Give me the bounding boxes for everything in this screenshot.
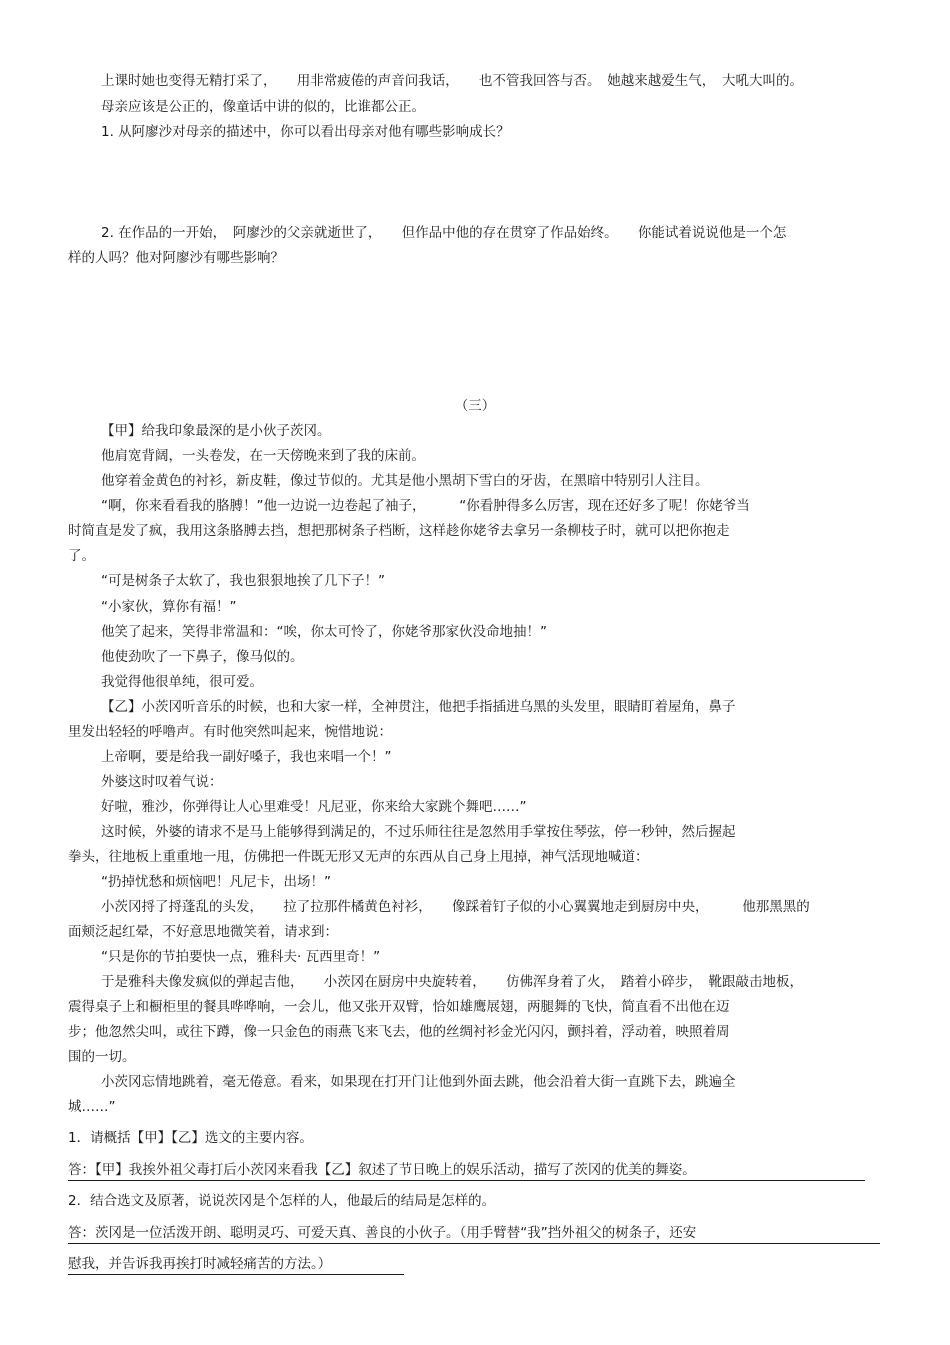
passage-line: 好啦，雅沙，你弹得让人心里难受！凡尼亚，你来给大家跳个舞吧……” (101, 799, 527, 815)
paragraph-line: 母亲应该是公正的，像童话中讲的似的，比谁都公正。 (101, 99, 425, 115)
passage-line: 外婆这时叹着气说： (101, 774, 223, 790)
passage-line: 小茨冈忘情地跳着，毫无倦意。看来，如果现在打开门让他到外面去跳，他会沿着大街一直跳下去，跳遍全 (101, 1074, 736, 1090)
passage-line: 他笑了起来，笑得非常温和：“唉，你太可怜了，你姥爷那家伙没命地抽！” (101, 624, 547, 640)
passage-line: 【甲】给我印象最深的是小伙子茨冈。 (101, 423, 331, 439)
passage-line: 我觉得他很单纯，很可爱。 (101, 674, 263, 690)
passage-line: 城……” (68, 1099, 116, 1115)
passage-line: 上帝啊，要是给我一副好嗓子，我也来唱一个！” (101, 749, 392, 765)
answer-1-text: 答：【甲】我挨外祖父毒打后小茨冈来看我【乙】叙述了节日晚上的娱乐活动，描写了茨冈的优美的舞姿。 (68, 1162, 696, 1178)
passage-line: 步；他忽然尖叫，或往下蹲，像一只金色的雨燕飞来飞去，他的丝绸衬衫金光闪闪，颤抖着，浮动着，映照着周 (68, 1024, 730, 1040)
passage-line: 他穿着金黄色的衬衫，新皮鞋，像过节似的。尤其是他小黑胡下雪白的牙齿，在黑暗中特别引人注目。 (101, 473, 709, 489)
passage-line: 他肩宽背阔，一头卷发，在一天傍晚来到了我的床前。 (101, 448, 425, 464)
section-heading: （三） (454, 398, 496, 414)
answer-2-text: 答：茨冈是一位活泼开朗、聪明灵巧、可爱天真、善良的小伙子。（用手臂替“我”挡外祖父的树条子，还安 (68, 1225, 697, 1241)
answer-line (68, 1160, 865, 1181)
passage-line: 震得桌子上和橱柜里的餐具哗哗响，一会儿，他又张开双臂，恰如雄鹰展翅，两腿舞的飞快，简直看不出他在迈 (68, 999, 730, 1015)
answer-line (68, 1254, 404, 1275)
question-1: 1. 从阿廖沙对母亲的描述中，你可以看出母亲对他有哪些影响成长？ (101, 124, 510, 140)
question-2-line: 2. 在作品的一开始， 阿廖沙的父亲就逝世了， 但作品中他的存在贯穿了作品始终。 你能试着说说他是一个怎 (101, 225, 787, 241)
passage-line: 小茨冈捋了捋蓬乱的头发， 拉了拉那件橘黄色衬衫， 像踩着钉子似的小心翼翼地走到厨房中央， 他那黑黑的 (101, 899, 810, 915)
passage-line: 他使劲吹了一下鼻子，像马似的。 (101, 649, 304, 665)
passage-line: 了。 (68, 548, 95, 564)
passage-line: 于是雅科夫像发疯似的弹起吉他， 小茨冈在厨房中央旋转着， 仿佛浑身着了火， 踏着小碎步， 靴跟敲击地板， (101, 974, 803, 990)
passage-line: “小家伙，算你有福！” (101, 599, 237, 615)
question-line: 1．请概括【甲】【乙】选文的主要内容。 (68, 1130, 313, 1146)
question-2-line: 样的人吗？他对阿廖沙有哪些影响？ (68, 250, 284, 266)
passage-line: “扔掉忧愁和烦恼吧！凡尼卡，出场！” (101, 874, 331, 890)
passage-line: 拳头，往地板上重重地一甩，仿佛把一件既无形又无声的东西从自己身上甩掉，神气活现地喊道： (68, 849, 649, 865)
passage-line: “可是树条子太软了，我也狠狠地挨了几下子！” (101, 573, 385, 589)
passage-line: 围的一切。 (68, 1049, 136, 1065)
passage-line: 面颊泛起红晕，不好意思地微笑着，请求到： (68, 924, 338, 940)
passage-line: 里发出轻轻的呼噜声。有时他突然叫起来，惋惜地说： (68, 724, 392, 740)
answer-2-text-cont: 慰我，并告诉我再挨打时减轻痛苦的方法。） (68, 1256, 332, 1272)
question-line: 2．结合选文及原著，说说茨冈是个怎样的人，他最后的结局是怎样的。 (68, 1193, 496, 1209)
passage-line: 时简直是发了疯，我用这条胳膊去挡，想把那树条子档断，这样趁你姥爷去拿另一条柳枝子时，就可以把你抱走 (68, 523, 730, 539)
passage-line: “啊，你来看看我的胳膊！”他一边说一边卷起了袖子， “你看肿得多么厉害，现在还好多了呢！你姥爷当 (101, 498, 750, 514)
passage-line: “只是你的节拍要快一点，雅科夫· 瓦西里奇！” (101, 949, 381, 965)
paragraph-line: 上课时她也变得无精打采了， 用非常疲倦的声音问我话， 也不管我回答与否。 她越来越爱生气， 大吼大叫的。 (101, 73, 803, 89)
passage-line: 这时候，外婆的请求不是马上能够得到满足的，不过乐师往往是忽然用手掌按住琴弦，停一秒钟，然后握起 (101, 824, 736, 840)
answer-line (68, 1223, 880, 1244)
passage-line: 【乙】小茨冈听音乐的时候，也和大家一样，全神贯注，他把手指插进乌黑的头发里，眼睛盯着屋角，鼻子 (101, 699, 736, 715)
